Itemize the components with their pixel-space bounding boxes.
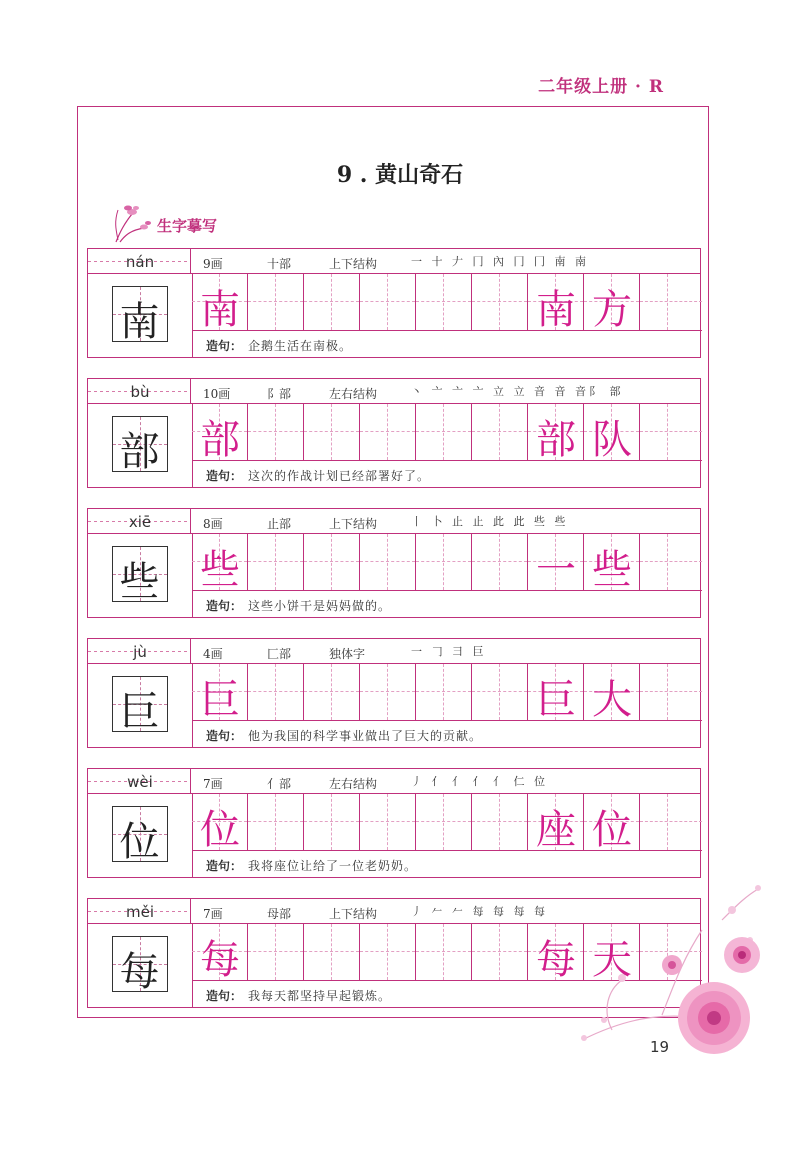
practice-cell[interactable] (472, 794, 528, 850)
model-cell (88, 924, 193, 1007)
stroke-count: 8画 (203, 517, 223, 531)
trace-cell[interactable] (192, 404, 248, 463)
pinyin: wèi (127, 773, 153, 791)
sentence-label: 造句： (206, 339, 243, 353)
trace-cell[interactable] (192, 534, 248, 593)
practice-cell[interactable] (248, 274, 304, 330)
model-character: 些 (119, 559, 160, 605)
practice-cell[interactable] (304, 534, 360, 590)
practice-cell[interactable] (416, 274, 472, 330)
model-cell (88, 404, 193, 487)
practice-cell[interactable] (472, 924, 528, 980)
practice-cell[interactable] (640, 534, 702, 590)
model-box (112, 936, 168, 995)
character-entry (87, 768, 701, 878)
practice-cell[interactable] (360, 404, 416, 460)
sentence-label: 造句： (206, 729, 243, 743)
model-box (112, 806, 168, 865)
stroke-count: 7画 (203, 907, 223, 921)
practice-grid (192, 274, 702, 331)
practice-cell[interactable] (640, 794, 702, 850)
practice-cell[interactable] (304, 274, 360, 330)
character-info (191, 378, 701, 404)
word-cell[interactable] (584, 274, 640, 333)
word-cell[interactable] (528, 924, 584, 983)
character-info (191, 508, 701, 534)
pinyin: nán (125, 253, 155, 271)
radical: 阝部 (267, 387, 292, 401)
model-cell (88, 794, 193, 877)
character-info (191, 248, 701, 274)
pinyin: jù (133, 643, 147, 661)
pinyin: měi (125, 903, 154, 921)
trace-cell[interactable] (192, 664, 248, 723)
word-character: 座 (536, 807, 576, 853)
word-character: 一 (536, 547, 576, 593)
trace-cell[interactable] (192, 274, 248, 333)
structure: 左右结构 (329, 387, 378, 401)
stroke-order: 一 𠃌 彐 巨 (411, 645, 487, 658)
practice-cell[interactable] (304, 794, 360, 850)
practice-cell[interactable] (360, 794, 416, 850)
practice-cell[interactable] (472, 404, 528, 460)
practice-cell[interactable] (640, 274, 702, 330)
practice-cell[interactable] (360, 924, 416, 980)
practice-cell[interactable] (416, 924, 472, 980)
structure: 上下结构 (329, 907, 378, 921)
model-box (112, 676, 168, 735)
structure: 独体字 (329, 647, 366, 661)
word-cell[interactable] (584, 794, 640, 853)
word-cell[interactable] (584, 664, 640, 723)
sentence-text: 我将座位让给了一位老奶奶。 (248, 859, 418, 873)
model-box (112, 546, 168, 605)
word-character: 队 (592, 417, 632, 463)
stroke-count: 7画 (203, 777, 223, 791)
radical: 匚部 (267, 647, 292, 661)
pinyin-box (87, 768, 191, 794)
sentence-text: 我每天都坚持早起锻炼。 (248, 989, 392, 1003)
stroke-order: 丿 亻 亻 亻 亻 仁 位 (411, 775, 548, 788)
trace-character: 南 (200, 287, 240, 333)
character-entry (87, 508, 701, 618)
radical: 止部 (267, 517, 292, 531)
lesson-title: 9 . 黄山奇石 (336, 162, 464, 188)
trace-cell[interactable] (192, 794, 248, 853)
word-character: 位 (592, 807, 632, 853)
word-cell[interactable] (528, 664, 584, 723)
structure: 上下结构 (329, 517, 378, 531)
practice-cell[interactable] (416, 534, 472, 590)
stroke-order: 丿 𠂉 𠂉 每 每 每 每 (411, 905, 548, 918)
sentence-text: 他为我国的科学事业做出了巨大的贡献。 (248, 729, 483, 743)
sentence-label: 造句： (206, 599, 243, 613)
word-character: 大 (592, 677, 632, 723)
word-cell[interactable] (584, 534, 640, 593)
practice-cell[interactable] (248, 924, 304, 980)
stroke-count: 10画 (203, 387, 231, 401)
radical: 亻部 (267, 777, 292, 791)
orchid-icon (110, 202, 156, 244)
practice-cell[interactable] (360, 274, 416, 330)
sentence-text: 这些小饼干是妈妈做的。 (248, 599, 392, 613)
practice-grid (192, 534, 702, 591)
sentence-text: 企鹅生活在南极。 (248, 339, 353, 353)
practice-cell[interactable] (416, 404, 472, 460)
trace-character: 每 (200, 937, 240, 983)
word-cell[interactable] (528, 534, 584, 593)
stroke-order: 丨 卜 止 止 此 此 些 些 (411, 515, 569, 528)
practice-cell[interactable] (304, 664, 360, 720)
word-cell[interactable] (528, 404, 584, 463)
stroke-count: 4画 (203, 647, 223, 661)
stroke-order: 丶 亠 亠 亠 立 立 音 音 音阝 部 (411, 385, 624, 398)
sentence-label: 造句： (206, 859, 243, 873)
word-character: 部 (536, 417, 576, 463)
model-character: 部 (119, 429, 160, 475)
character-entry (87, 638, 701, 748)
word-character: 巨 (536, 677, 576, 723)
pinyin: bù (130, 383, 150, 401)
model-cell (88, 664, 193, 747)
model-character: 位 (119, 819, 160, 865)
practice-grid (192, 404, 702, 461)
page-number: 19 (650, 1038, 670, 1056)
practice-cell[interactable] (248, 534, 304, 590)
practice-cell[interactable] (640, 664, 702, 720)
radical: 十部 (267, 257, 292, 271)
trace-character: 位 (200, 807, 240, 853)
model-character: 巨 (119, 689, 160, 735)
sentence-text: 这次的作战计划已经部署好了。 (248, 469, 431, 483)
word-character: 南 (536, 287, 576, 333)
word-cell[interactable] (528, 274, 584, 333)
word-character: 每 (536, 937, 576, 983)
practice-cell[interactable] (416, 664, 472, 720)
word-cell[interactable] (528, 794, 584, 853)
practice-cell[interactable] (248, 404, 304, 460)
word-character: 些 (592, 547, 632, 593)
practice-grid (192, 664, 702, 721)
practice-cell[interactable] (360, 664, 416, 720)
structure: 上下结构 (329, 257, 378, 271)
character-entry (87, 248, 701, 358)
section-label: 生字摹写 (157, 217, 218, 235)
sentence-label: 造句： (206, 469, 243, 483)
grade-label: 二年级上册 · R (538, 77, 664, 97)
practice-grid (192, 794, 702, 851)
character-entry (87, 378, 701, 488)
trace-character: 巨 (200, 677, 240, 723)
model-box (112, 286, 168, 345)
trace-character: 些 (200, 547, 240, 593)
stroke-count: 9画 (203, 257, 223, 271)
word-cell[interactable] (584, 924, 640, 983)
pinyin-box (87, 378, 191, 404)
character-info (191, 768, 701, 794)
trace-cell[interactable] (192, 924, 248, 983)
stroke-order: 一 十 𠂇 冂 內 冂 冂 南 南 (411, 255, 589, 268)
practice-cell[interactable] (640, 404, 702, 460)
model-box (112, 416, 168, 475)
pinyin-box (87, 508, 191, 534)
practice-grid (192, 924, 702, 981)
practice-cell[interactable] (304, 924, 360, 980)
pinyin: xiē (128, 513, 152, 531)
sentence-label: 造句： (206, 989, 243, 1003)
practice-cell[interactable] (472, 534, 528, 590)
practice-cell[interactable] (416, 794, 472, 850)
model-cell (88, 274, 193, 357)
character-info (191, 638, 701, 664)
word-character: 天 (592, 937, 632, 983)
practice-cell[interactable] (360, 534, 416, 590)
pinyin-box (87, 638, 191, 664)
model-character: 每 (119, 949, 160, 995)
practice-cell[interactable] (248, 664, 304, 720)
structure: 左右结构 (329, 777, 378, 791)
practice-cell[interactable] (472, 274, 528, 330)
radical: 母部 (267, 907, 292, 921)
pinyin-box (87, 248, 191, 274)
word-cell[interactable] (584, 404, 640, 463)
practice-cell[interactable] (304, 404, 360, 460)
model-character: 南 (119, 299, 160, 345)
practice-cell[interactable] (248, 794, 304, 850)
pinyin-box (87, 898, 191, 924)
model-cell (88, 534, 193, 617)
word-character: 方 (592, 287, 632, 333)
practice-cell[interactable] (472, 664, 528, 720)
trace-character: 部 (200, 417, 240, 463)
